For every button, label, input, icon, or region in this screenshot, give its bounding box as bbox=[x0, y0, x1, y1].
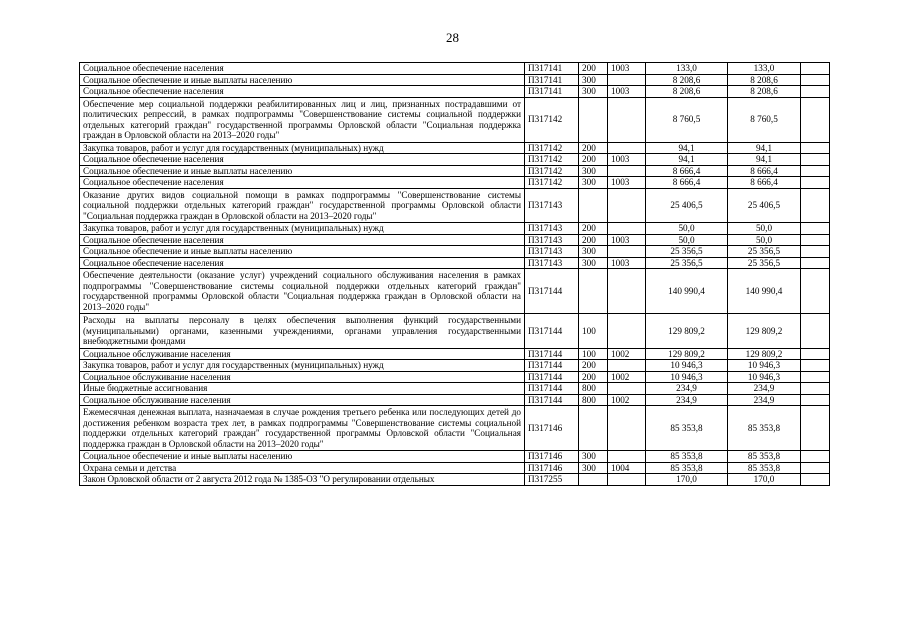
table-row bbox=[80, 165, 830, 177]
row-amount-cell-2: 129 809,2 bbox=[728, 348, 801, 360]
row-subcode-cell: 300 bbox=[579, 462, 608, 474]
row-subcode-cell: 300 bbox=[579, 177, 608, 189]
row-empty-cell bbox=[801, 451, 830, 463]
row-empty-cell bbox=[801, 165, 830, 177]
row-empty-cell bbox=[801, 269, 830, 314]
row-subcode-cell bbox=[579, 188, 608, 223]
row-code-cell: П317255 bbox=[525, 474, 579, 486]
row-amount-cell-2: 8 760,5 bbox=[728, 97, 801, 142]
row-name-cell: Закон Орловской области от 2 августа 2012 года № 1385-ОЗ "О регулировании отдельных bbox=[80, 474, 525, 486]
row-amount-cell: 85 353,8 bbox=[646, 462, 728, 474]
row-name-cell: Социальное обеспечение населения bbox=[80, 257, 525, 269]
row-section-cell: 1003 bbox=[608, 154, 646, 166]
row-amount-cell: 129 809,2 bbox=[646, 314, 728, 349]
row-name-cell: Социальное обеспечение и иные выплаты населению bbox=[80, 74, 525, 86]
row-code-cell: П317142 bbox=[525, 165, 579, 177]
row-section-cell bbox=[608, 451, 646, 463]
row-amount-cell: 85 353,8 bbox=[646, 451, 728, 463]
row-subcode-cell: 300 bbox=[579, 246, 608, 258]
row-section-cell bbox=[608, 474, 646, 486]
row-name-cell: Социальное обслуживание населения bbox=[80, 348, 525, 360]
table-row bbox=[80, 269, 830, 314]
row-amount-cell: 10 946,3 bbox=[646, 360, 728, 372]
row-subcode-cell bbox=[579, 269, 608, 314]
row-empty-cell bbox=[801, 223, 830, 235]
row-name-cell: Социальное обеспечение населения bbox=[80, 234, 525, 246]
row-name-cell: Обеспечение мер социальной поддержки реабилитированных лиц и лиц, признанных пострадавшими от политических репрессий, в рамках подпрограммы "Совершенствование системы социальной поддержки отдельных категорий граждан" государственной программы Орловской области "Социальная поддержка граждан в Орловской области на 2013–2020 годы" bbox=[80, 97, 525, 142]
row-empty-cell bbox=[801, 371, 830, 383]
table-row bbox=[80, 348, 830, 360]
row-code-cell: П317143 bbox=[525, 257, 579, 269]
row-code-cell: П317144 bbox=[525, 371, 579, 383]
row-amount-cell-2: 94,1 bbox=[728, 142, 801, 154]
row-empty-cell bbox=[801, 314, 830, 349]
table-row bbox=[80, 474, 830, 486]
row-empty-cell bbox=[801, 97, 830, 142]
row-subcode-cell: 300 bbox=[579, 257, 608, 269]
row-section-cell: 1003 bbox=[608, 86, 646, 98]
row-amount-cell-2: 25 406,5 bbox=[728, 188, 801, 223]
row-section-cell bbox=[608, 246, 646, 258]
row-name-cell: Социальное обеспечение населения bbox=[80, 177, 525, 189]
row-section-cell bbox=[608, 223, 646, 235]
table-row bbox=[80, 97, 830, 142]
row-section-cell bbox=[608, 383, 646, 395]
row-section-cell bbox=[608, 360, 646, 372]
table-row bbox=[80, 462, 830, 474]
row-amount-cell-2: 140 990,4 bbox=[728, 269, 801, 314]
row-subcode-cell: 100 bbox=[579, 348, 608, 360]
row-code-cell: П317144 bbox=[525, 348, 579, 360]
row-amount-cell-2: 10 946,3 bbox=[728, 360, 801, 372]
page-number: 28 bbox=[446, 30, 459, 45]
row-section-cell bbox=[608, 165, 646, 177]
row-amount-cell: 129 809,2 bbox=[646, 348, 728, 360]
row-amount-cell-2: 85 353,8 bbox=[728, 451, 801, 463]
row-amount-cell: 25 356,5 bbox=[646, 246, 728, 258]
row-name-cell: Социальное обслуживание населения bbox=[80, 371, 525, 383]
row-amount-cell: 234,9 bbox=[646, 383, 728, 395]
row-amount-cell: 8 208,6 bbox=[646, 86, 728, 98]
table-row bbox=[80, 234, 830, 246]
table-row bbox=[80, 86, 830, 98]
row-amount-cell: 170,0 bbox=[646, 474, 728, 486]
row-empty-cell bbox=[801, 234, 830, 246]
table-body bbox=[80, 63, 830, 486]
row-subcode-cell bbox=[579, 97, 608, 142]
row-empty-cell bbox=[801, 86, 830, 98]
row-amount-cell-2: 50,0 bbox=[728, 234, 801, 246]
row-name-cell: Закупка товаров, работ и услуг для государственных (муниципальных) нужд bbox=[80, 142, 525, 154]
row-name-cell: Расходы на выплаты персоналу в целях обеспечения выполнения функций государственными (муниципальными) органами, казенными учреждениями, органами управления государственными внебюджетными фондами bbox=[80, 314, 525, 349]
row-empty-cell bbox=[801, 246, 830, 258]
row-name-cell: Обеспечение деятельности (оказание услуг) учреждений социального обслуживания населения в рамках подпрограммы "Совершенствование системы социальной поддержки отдельных категорий граждан" государственной программы Орловской области "Социальная поддержка граждан в Орловской области на 2013–2020 годы" bbox=[80, 269, 525, 314]
row-empty-cell bbox=[801, 257, 830, 269]
row-amount-cell-2: 8 666,4 bbox=[728, 177, 801, 189]
table-row bbox=[80, 394, 830, 406]
row-subcode-cell: 200 bbox=[579, 154, 608, 166]
row-code-cell: П317142 bbox=[525, 154, 579, 166]
row-code-cell: П317142 bbox=[525, 97, 579, 142]
row-empty-cell bbox=[801, 383, 830, 395]
table-row bbox=[80, 223, 830, 235]
row-subcode-cell: 200 bbox=[579, 234, 608, 246]
row-section-cell: 1004 bbox=[608, 462, 646, 474]
row-empty-cell bbox=[801, 188, 830, 223]
row-code-cell: П317144 bbox=[525, 394, 579, 406]
row-amount-cell: 50,0 bbox=[646, 234, 728, 246]
row-section-cell bbox=[608, 406, 646, 451]
row-amount-cell: 8 666,4 bbox=[646, 177, 728, 189]
row-section-cell: 1003 bbox=[608, 234, 646, 246]
row-name-cell: Закупка товаров, работ и услуг для государственных (муниципальных) нужд bbox=[80, 223, 525, 235]
row-code-cell: П317146 bbox=[525, 451, 579, 463]
row-amount-cell: 50,0 bbox=[646, 223, 728, 235]
table-row bbox=[80, 451, 830, 463]
row-section-cell: 1003 bbox=[608, 177, 646, 189]
row-amount-cell-2: 8 208,6 bbox=[728, 74, 801, 86]
row-name-cell: Социальное обеспечение и иные выплаты населению bbox=[80, 246, 525, 258]
row-section-cell bbox=[608, 142, 646, 154]
table-row bbox=[80, 371, 830, 383]
table-row bbox=[80, 383, 830, 395]
row-section-cell bbox=[608, 97, 646, 142]
table-row bbox=[80, 74, 830, 86]
row-subcode-cell: 200 bbox=[579, 63, 608, 75]
row-amount-cell-2: 234,9 bbox=[728, 394, 801, 406]
row-name-cell: Социальное обеспечение населения bbox=[80, 63, 525, 75]
row-name-cell: Социальное обслуживание населения bbox=[80, 394, 525, 406]
row-subcode-cell: 300 bbox=[579, 451, 608, 463]
row-empty-cell bbox=[801, 74, 830, 86]
row-code-cell: П317143 bbox=[525, 223, 579, 235]
row-section-cell: 1003 bbox=[608, 63, 646, 75]
row-subcode-cell: 200 bbox=[579, 142, 608, 154]
row-code-cell: П317144 bbox=[525, 383, 579, 395]
row-empty-cell bbox=[801, 462, 830, 474]
table-row bbox=[80, 63, 830, 75]
row-amount-cell: 85 353,8 bbox=[646, 406, 728, 451]
row-amount-cell-2: 8 208,6 bbox=[728, 86, 801, 98]
row-subcode-cell: 800 bbox=[579, 394, 608, 406]
row-name-cell: Закупка товаров, работ и услуг для государственных (муниципальных) нужд bbox=[80, 360, 525, 372]
row-amount-cell-2: 10 946,3 bbox=[728, 371, 801, 383]
row-amount-cell: 94,1 bbox=[646, 142, 728, 154]
row-code-cell: П317143 bbox=[525, 234, 579, 246]
row-subcode-cell: 200 bbox=[579, 360, 608, 372]
row-subcode-cell bbox=[579, 474, 608, 486]
budget-table bbox=[79, 62, 830, 486]
row-empty-cell bbox=[801, 142, 830, 154]
row-code-cell: П317141 bbox=[525, 86, 579, 98]
table-row bbox=[80, 188, 830, 223]
row-empty-cell bbox=[801, 360, 830, 372]
table-row bbox=[80, 142, 830, 154]
row-amount-cell-2: 85 353,8 bbox=[728, 406, 801, 451]
row-amount-cell-2: 50,0 bbox=[728, 223, 801, 235]
row-code-cell: П317144 bbox=[525, 314, 579, 349]
row-amount-cell-2: 129 809,2 bbox=[728, 314, 801, 349]
row-amount-cell-2: 85 353,8 bbox=[728, 462, 801, 474]
row-subcode-cell: 100 bbox=[579, 314, 608, 349]
row-code-cell: П317142 bbox=[525, 142, 579, 154]
row-amount-cell: 234,9 bbox=[646, 394, 728, 406]
row-code-cell: П317141 bbox=[525, 63, 579, 75]
row-section-cell bbox=[608, 314, 646, 349]
row-amount-cell: 10 946,3 bbox=[646, 371, 728, 383]
row-amount-cell-2: 25 356,5 bbox=[728, 257, 801, 269]
row-amount-cell-2: 25 356,5 bbox=[728, 246, 801, 258]
row-subcode-cell bbox=[579, 406, 608, 451]
row-name-cell: Оказание других видов социальной помощи в рамках подпрограммы "Совершенствование системы социальной поддержки отдельных категорий граждан" государственной программы Орловской области "Социальная поддержка граждан в Орловской области на 2013–2020 годы" bbox=[80, 188, 525, 223]
row-name-cell: Ежемесячная денежная выплата, назначаемая в случае рождения третьего ребенка или последующих детей до достижения ребенком возраста трех лет, в рамках подпрограммы "Совершенствование системы социальной поддержки отдельных категорий граждан" государственной программы Орловской области "Социальная поддержка граждан в Орловской области на 2013–2020 годы" bbox=[80, 406, 525, 451]
row-section-cell: 1002 bbox=[608, 371, 646, 383]
row-amount-cell: 8 208,6 bbox=[646, 74, 728, 86]
table-row bbox=[80, 314, 830, 349]
row-amount-cell: 133,0 bbox=[646, 63, 728, 75]
row-amount-cell: 8 666,4 bbox=[646, 165, 728, 177]
row-subcode-cell: 200 bbox=[579, 223, 608, 235]
table-row bbox=[80, 406, 830, 451]
row-amount-cell-2: 8 666,4 bbox=[728, 165, 801, 177]
row-empty-cell bbox=[801, 348, 830, 360]
row-empty-cell bbox=[801, 394, 830, 406]
row-subcode-cell: 300 bbox=[579, 74, 608, 86]
row-name-cell: Социальное обеспечение населения bbox=[80, 154, 525, 166]
row-amount-cell: 140 990,4 bbox=[646, 269, 728, 314]
row-amount-cell-2: 234,9 bbox=[728, 383, 801, 395]
row-code-cell: П317143 bbox=[525, 188, 579, 223]
row-name-cell: Социальное обеспечение и иные выплаты населению bbox=[80, 165, 525, 177]
row-name-cell: Социальное обеспечение и иные выплаты населению bbox=[80, 451, 525, 463]
row-section-cell: 1002 bbox=[608, 348, 646, 360]
table-row bbox=[80, 360, 830, 372]
row-code-cell: П317143 bbox=[525, 246, 579, 258]
row-name-cell: Социальное обеспечение населения bbox=[80, 86, 525, 98]
row-section-cell bbox=[608, 188, 646, 223]
row-amount-cell-2: 94,1 bbox=[728, 154, 801, 166]
row-section-cell: 1002 bbox=[608, 394, 646, 406]
row-amount-cell: 25 406,5 bbox=[646, 188, 728, 223]
row-amount-cell-2: 170,0 bbox=[728, 474, 801, 486]
row-code-cell: П317146 bbox=[525, 406, 579, 451]
row-code-cell: П317142 bbox=[525, 177, 579, 189]
row-amount-cell-2: 133,0 bbox=[728, 63, 801, 75]
row-empty-cell bbox=[801, 63, 830, 75]
table-row bbox=[80, 257, 830, 269]
row-code-cell: П317146 bbox=[525, 462, 579, 474]
row-section-cell bbox=[608, 74, 646, 86]
row-subcode-cell: 800 bbox=[579, 383, 608, 395]
row-amount-cell: 94,1 bbox=[646, 154, 728, 166]
row-code-cell: П317144 bbox=[525, 360, 579, 372]
row-name-cell: Иные бюджетные ассигнования bbox=[80, 383, 525, 395]
row-subcode-cell: 300 bbox=[579, 86, 608, 98]
row-amount-cell: 8 760,5 bbox=[646, 97, 728, 142]
row-empty-cell bbox=[801, 474, 830, 486]
row-name-cell: Охрана семьи и детства bbox=[80, 462, 525, 474]
row-section-cell bbox=[608, 269, 646, 314]
row-code-cell: П317144 bbox=[525, 269, 579, 314]
row-section-cell: 1003 bbox=[608, 257, 646, 269]
row-subcode-cell: 300 bbox=[579, 165, 608, 177]
row-subcode-cell: 200 bbox=[579, 371, 608, 383]
table-row bbox=[80, 154, 830, 166]
row-code-cell: П317141 bbox=[525, 74, 579, 86]
row-empty-cell bbox=[801, 154, 830, 166]
row-empty-cell bbox=[801, 406, 830, 451]
table-row bbox=[80, 177, 830, 189]
row-amount-cell: 25 356,5 bbox=[646, 257, 728, 269]
row-empty-cell bbox=[801, 177, 830, 189]
table-row bbox=[80, 246, 830, 258]
